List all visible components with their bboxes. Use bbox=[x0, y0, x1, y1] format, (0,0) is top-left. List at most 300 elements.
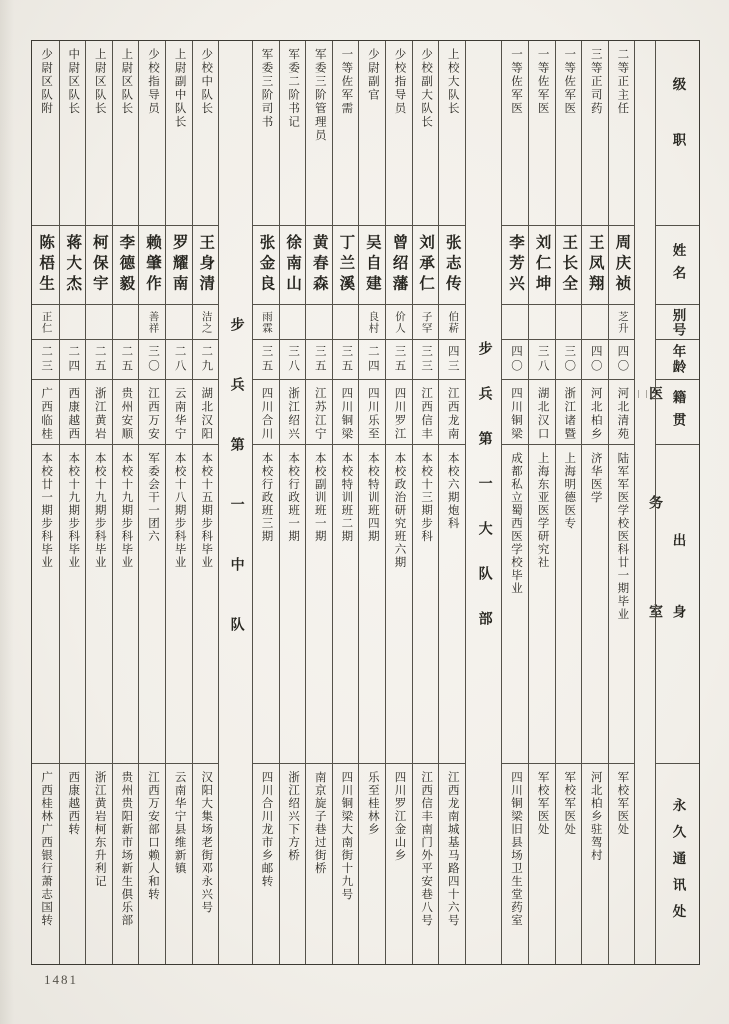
header-label-4 bbox=[656, 380, 699, 445]
cell-native bbox=[166, 380, 192, 445]
cell-native-text: 江西万安 bbox=[147, 387, 160, 442]
cell-name bbox=[582, 226, 608, 306]
cell-age-text: 二九 bbox=[200, 345, 213, 375]
person-column-3 bbox=[555, 41, 582, 964]
cell-origin bbox=[113, 445, 139, 764]
cell-age bbox=[253, 340, 279, 380]
person-column-13 bbox=[279, 41, 306, 964]
cell-hao bbox=[413, 305, 439, 340]
cell-name-text: 刘仁坤 bbox=[533, 234, 551, 296]
cell-age-text: 三八 bbox=[287, 345, 300, 375]
cell-native-text: 广西临桂 bbox=[40, 387, 53, 442]
cell-name bbox=[359, 226, 385, 306]
cell-age-text: 三〇 bbox=[147, 345, 160, 375]
cell-origin-text: 军委会干一团六 bbox=[147, 452, 160, 544]
cell-name bbox=[86, 226, 112, 306]
cell-native bbox=[502, 380, 528, 445]
cell-name bbox=[60, 226, 86, 306]
person-column-18 bbox=[138, 41, 165, 964]
cell-rank-text: 三等正司药 bbox=[589, 48, 602, 116]
cell-name-text: 丁兰溪 bbox=[337, 234, 355, 296]
person-column-22 bbox=[32, 41, 59, 964]
cell-hao bbox=[86, 305, 112, 340]
cell-native-text: 贵州安顺 bbox=[120, 387, 133, 442]
cell-native bbox=[582, 380, 608, 445]
cell-hao bbox=[32, 305, 59, 340]
cell-origin bbox=[439, 445, 465, 764]
person-column-10 bbox=[358, 41, 385, 964]
cell-age bbox=[113, 340, 139, 380]
cell-age-text: 四〇 bbox=[509, 345, 522, 375]
cell-rank-text: 少校指导员 bbox=[393, 48, 406, 116]
person-column-9 bbox=[385, 41, 412, 964]
section-column-inf-1st-battalion-hq bbox=[465, 41, 502, 964]
cell-address-text: 浙江黄岩柯东升利记 bbox=[93, 771, 106, 889]
header-label-2 bbox=[656, 305, 699, 340]
cell-address bbox=[166, 764, 192, 964]
cell-address-text: 乐至桂林乡 bbox=[366, 771, 379, 837]
cell-address-text: 汉阳大集场老街邓永兴号 bbox=[200, 771, 213, 915]
cell-name-text: 王身清 bbox=[197, 234, 215, 296]
cell-address bbox=[86, 764, 112, 964]
header-label-text: 姓名 bbox=[670, 242, 686, 288]
cell-origin-text: 本校政治研究班六期 bbox=[393, 452, 406, 570]
cell-address-text: 四川合川龙市乡邮转 bbox=[260, 771, 273, 889]
cell-age bbox=[359, 340, 385, 380]
cell-origin-text: 济华医学 bbox=[589, 452, 602, 505]
cell-age-text: 三八 bbox=[536, 345, 549, 375]
cell-origin bbox=[86, 445, 112, 764]
cell-native bbox=[306, 380, 332, 445]
cell-age-text: 二八 bbox=[173, 345, 186, 375]
cell-native-text: 四川乐至 bbox=[366, 387, 379, 442]
cell-age bbox=[333, 340, 359, 380]
cell-name-text: 罗耀南 bbox=[170, 234, 188, 296]
section-column-inf-1st-company bbox=[218, 41, 252, 964]
cell-address-text: 军校军医处 bbox=[616, 771, 629, 837]
cell-age bbox=[502, 340, 528, 380]
cell-address bbox=[502, 764, 528, 964]
cell-native-text: 河北清苑 bbox=[616, 387, 629, 442]
cell-rank bbox=[386, 41, 412, 226]
cell-name bbox=[113, 226, 139, 306]
cell-origin bbox=[253, 445, 279, 764]
cell-rank bbox=[113, 41, 139, 226]
cell-hao-text: 良村 bbox=[367, 310, 379, 334]
cell-hao-text: 正仁 bbox=[40, 310, 52, 334]
cell-origin bbox=[32, 445, 59, 764]
cell-name bbox=[529, 226, 555, 306]
cell-rank-text: 中尉区队长 bbox=[67, 48, 80, 116]
cell-origin-text: 本校十九期步科毕业 bbox=[93, 452, 106, 570]
cell-hao bbox=[193, 305, 219, 340]
cell-age-text: 二三 bbox=[40, 345, 53, 375]
cell-rank bbox=[193, 41, 219, 226]
cell-name-text: 柯保宇 bbox=[90, 234, 108, 296]
cell-name-text: 黄春森 bbox=[310, 234, 328, 296]
cell-origin-text: 本校特训班二期 bbox=[340, 452, 353, 544]
cell-rank bbox=[32, 41, 59, 226]
cell-age bbox=[386, 340, 412, 380]
cell-name bbox=[253, 226, 279, 306]
header-label-text: 别号 bbox=[670, 307, 686, 337]
section-label: 步兵第一中队 bbox=[228, 317, 244, 677]
cell-origin bbox=[166, 445, 192, 764]
cell-name-text: 张志传 bbox=[443, 234, 461, 296]
cell-origin-text: 成都私立蜀西医学校毕业 bbox=[509, 452, 522, 596]
cell-origin-text: 本校十八期步科毕业 bbox=[173, 452, 186, 570]
cell-native-text: 云南华宁 bbox=[173, 387, 186, 442]
cell-hao bbox=[253, 305, 279, 340]
cell-native-text: 湖北汉阳 bbox=[200, 387, 213, 442]
cell-hao bbox=[333, 305, 359, 340]
cell-native bbox=[253, 380, 279, 445]
cell-rank bbox=[60, 41, 86, 226]
cell-address bbox=[60, 764, 86, 964]
cell-address-text: 四川铜梁旧县场卫生堂药室 bbox=[509, 771, 522, 928]
cell-name-text: 刘承仁 bbox=[417, 234, 435, 296]
cell-origin bbox=[556, 445, 582, 764]
cell-rank-text: 上尉区队长 bbox=[93, 48, 106, 116]
person-column-5 bbox=[501, 41, 528, 964]
cell-name-text: 李德毅 bbox=[117, 234, 135, 296]
cell-name-text: 陈梧生 bbox=[37, 234, 55, 296]
cell-hao-text: 价人 bbox=[394, 310, 406, 334]
cell-age bbox=[439, 340, 465, 380]
cell-origin-text: 本校行政班一期 bbox=[287, 452, 300, 544]
cell-native bbox=[113, 380, 139, 445]
person-column-7 bbox=[438, 41, 465, 964]
person-column-8 bbox=[412, 41, 439, 964]
cell-rank-text: 上尉副中队长 bbox=[173, 48, 186, 129]
cell-origin bbox=[333, 445, 359, 764]
cell-origin bbox=[359, 445, 385, 764]
cell-origin-text: 本校副训班一期 bbox=[313, 452, 326, 544]
cell-rank-text: 上校大队长 bbox=[446, 48, 459, 116]
cell-age bbox=[556, 340, 582, 380]
cell-address bbox=[386, 764, 412, 964]
cell-name bbox=[386, 226, 412, 306]
person-column-20 bbox=[85, 41, 112, 964]
cell-age-text: 二五 bbox=[120, 345, 133, 375]
cell-age-text: 三五 bbox=[340, 345, 353, 375]
cell-age bbox=[529, 340, 555, 380]
cell-name-text: 曾绍藩 bbox=[390, 234, 408, 296]
cell-rank bbox=[556, 41, 582, 226]
cell-rank-text: 一等佐军需 bbox=[340, 48, 353, 116]
cell-age bbox=[139, 340, 165, 380]
cell-rank-text: 上尉区队长 bbox=[120, 48, 133, 116]
cell-origin bbox=[502, 445, 528, 764]
cell-hao bbox=[529, 305, 555, 340]
cell-hao bbox=[139, 305, 165, 340]
cell-hao bbox=[386, 305, 412, 340]
cell-hao bbox=[556, 305, 582, 340]
cell-name bbox=[32, 226, 59, 306]
cell-name-text: 王长全 bbox=[560, 234, 578, 296]
cell-native-text: 江苏江宁 bbox=[313, 387, 326, 442]
cell-rank-text: 少校副大队长 bbox=[420, 48, 433, 129]
cell-origin-text: 上海东亚医学研究社 bbox=[536, 452, 549, 570]
cell-origin bbox=[529, 445, 555, 764]
cell-name-text: 张金良 bbox=[257, 234, 275, 296]
cell-address bbox=[609, 764, 635, 964]
section-label: 医务室 bbox=[630, 41, 661, 713]
cell-address bbox=[413, 764, 439, 964]
cell-rank bbox=[166, 41, 192, 226]
cell-rank-text: 二等正主任 bbox=[616, 48, 629, 116]
cell-rank-text: 军委三阶司书 bbox=[260, 48, 273, 129]
cell-address bbox=[193, 764, 219, 964]
cell-native bbox=[556, 380, 582, 445]
cell-origin-text: 本校廿一期步科毕业 bbox=[40, 452, 53, 570]
personnel-roster-table bbox=[31, 40, 700, 965]
cell-age bbox=[166, 340, 192, 380]
cell-address bbox=[306, 764, 332, 964]
cell-rank bbox=[333, 41, 359, 226]
cell-native bbox=[439, 380, 465, 445]
cell-name-text: 王凤翔 bbox=[586, 234, 604, 296]
cell-hao bbox=[439, 305, 465, 340]
cell-rank bbox=[582, 41, 608, 226]
cell-native-text: 西康越西 bbox=[67, 387, 80, 442]
cell-origin bbox=[139, 445, 165, 764]
cell-age bbox=[86, 340, 112, 380]
cell-rank bbox=[502, 41, 528, 226]
cell-address-text: 江西万安部口赖人和转 bbox=[147, 771, 160, 902]
header-label-text: 级职 bbox=[670, 77, 686, 189]
cell-origin-text: 陆军军医学校医科廿一期毕业 bbox=[616, 452, 629, 622]
cell-name bbox=[166, 226, 192, 306]
header-label-text: 出身 bbox=[670, 532, 686, 676]
cell-origin-text: 本校十九期步科毕业 bbox=[67, 452, 80, 570]
cell-age-text: 三五 bbox=[260, 345, 273, 375]
cell-name bbox=[280, 226, 306, 306]
cell-name-text: 李芳兴 bbox=[506, 234, 524, 296]
cell-native bbox=[193, 380, 219, 445]
cell-name-text: 蒋大杰 bbox=[64, 234, 82, 296]
cell-rank bbox=[86, 41, 112, 226]
cell-rank-text: 少校指导员 bbox=[147, 48, 160, 116]
cell-address-text: 广西桂林广西银行萧志国转 bbox=[40, 771, 53, 928]
cell-rank-text: 一等佐军医 bbox=[509, 48, 522, 116]
cell-address-text: 四川铜梁大南街十九号 bbox=[340, 771, 353, 902]
header-label-0 bbox=[656, 41, 699, 226]
cell-origin-text: 本校十五期步科毕业 bbox=[200, 452, 213, 570]
cell-address bbox=[113, 764, 139, 964]
header-label-text: 年龄 bbox=[670, 344, 686, 376]
header-label-3 bbox=[656, 340, 699, 380]
cell-age-text: 三三 bbox=[420, 345, 433, 375]
book-gutter-shadow bbox=[0, 0, 14, 1024]
cell-native-text: 河北柏乡 bbox=[589, 387, 602, 442]
cell-rank-text: 少尉副官 bbox=[366, 48, 379, 102]
cell-name bbox=[439, 226, 465, 306]
cell-address bbox=[439, 764, 465, 964]
cell-origin-text: 本校特训班四期 bbox=[366, 452, 379, 544]
cell-native-text: 江西龙南 bbox=[446, 387, 459, 442]
cell-rank-text: 军委二阶书记 bbox=[287, 48, 300, 129]
cell-hao bbox=[280, 305, 306, 340]
cell-address-text: 军校军医处 bbox=[563, 771, 576, 837]
cell-hao-text: 洁之 bbox=[200, 310, 212, 334]
cell-origin-text: 本校六期炮科 bbox=[446, 452, 459, 531]
cell-origin bbox=[60, 445, 86, 764]
cell-hao bbox=[113, 305, 139, 340]
cell-name bbox=[413, 226, 439, 306]
cell-origin bbox=[193, 445, 219, 764]
cell-age-text: 三五 bbox=[313, 345, 326, 375]
cell-native-text: 浙江黄岩 bbox=[93, 387, 106, 442]
cell-age bbox=[413, 340, 439, 380]
cell-name-text: 赖肇作 bbox=[144, 234, 162, 296]
cell-native-text: 四川铜梁 bbox=[509, 387, 522, 442]
header-label-text: 永久通讯处 bbox=[670, 797, 686, 931]
cell-name-text: 徐南山 bbox=[284, 234, 302, 296]
cell-address-text: 南京旋子巷过街桥 bbox=[313, 771, 326, 876]
cell-rank-text: 军委三阶管理员 bbox=[313, 48, 326, 143]
cell-native bbox=[32, 380, 59, 445]
cell-name-text: 周庆祯 bbox=[613, 234, 631, 296]
cell-rank-text: 一等佐军医 bbox=[536, 48, 549, 116]
cell-origin bbox=[280, 445, 306, 764]
cell-address bbox=[32, 764, 59, 964]
cell-origin bbox=[306, 445, 332, 764]
cell-origin-text: 本校行政班三期 bbox=[260, 452, 273, 544]
cell-age bbox=[32, 340, 59, 380]
cell-address bbox=[139, 764, 165, 964]
cell-rank-text: 少尉区队附 bbox=[40, 48, 53, 116]
cell-name bbox=[502, 226, 528, 306]
cell-address bbox=[253, 764, 279, 964]
cell-origin bbox=[386, 445, 412, 764]
cell-native bbox=[280, 380, 306, 445]
cell-address bbox=[556, 764, 582, 964]
section-column-medical-office bbox=[634, 41, 662, 964]
cell-native bbox=[529, 380, 555, 445]
cell-rank bbox=[306, 41, 332, 226]
person-column-17 bbox=[165, 41, 192, 964]
cell-rank bbox=[139, 41, 165, 226]
cell-hao-text: 伯菥 bbox=[447, 310, 459, 334]
cell-native bbox=[333, 380, 359, 445]
cell-name bbox=[193, 226, 219, 306]
cell-native bbox=[60, 380, 86, 445]
cell-origin-text: 本校十九期步科毕业 bbox=[120, 452, 133, 570]
cell-rank-text: 少校中队长 bbox=[200, 48, 213, 116]
person-column-11 bbox=[332, 41, 359, 964]
cell-hao bbox=[359, 305, 385, 340]
cell-address bbox=[280, 764, 306, 964]
cell-native-text: 四川罗江 bbox=[393, 387, 406, 442]
cell-address bbox=[529, 764, 555, 964]
cell-age bbox=[280, 340, 306, 380]
cell-native-text: 四川合川 bbox=[260, 387, 273, 442]
cell-native bbox=[86, 380, 112, 445]
header-label-5 bbox=[656, 445, 699, 764]
cell-address-text: 贵州贵阳新市场新生俱乐部 bbox=[120, 771, 133, 928]
cell-age-text: 二四 bbox=[67, 345, 80, 375]
page-number: 1481 bbox=[44, 972, 78, 987]
person-column-12 bbox=[305, 41, 332, 964]
cell-name bbox=[306, 226, 332, 306]
cell-address-text: 军校军医处 bbox=[536, 771, 549, 837]
cell-rank bbox=[413, 41, 439, 226]
cell-origin bbox=[582, 445, 608, 764]
cell-origin bbox=[413, 445, 439, 764]
cell-rank bbox=[359, 41, 385, 226]
cell-hao bbox=[306, 305, 332, 340]
cell-native-text: 浙江诸暨 bbox=[563, 387, 576, 442]
cell-rank bbox=[280, 41, 306, 226]
cell-hao-text: 善祥 bbox=[147, 310, 159, 334]
cell-address bbox=[359, 764, 385, 964]
cell-age-text: 二四 bbox=[366, 345, 379, 375]
cell-name bbox=[139, 226, 165, 306]
cell-address-text: 浙江绍兴下方桥 bbox=[287, 771, 300, 863]
cell-name bbox=[556, 226, 582, 306]
header-label-6 bbox=[656, 764, 699, 964]
cell-native-text: 湖北汉口 bbox=[536, 387, 549, 442]
cell-age bbox=[60, 340, 86, 380]
cell-age-text: 四〇 bbox=[589, 345, 602, 375]
cell-native bbox=[359, 380, 385, 445]
cell-name bbox=[333, 226, 359, 306]
cell-hao bbox=[582, 305, 608, 340]
cell-hao-text: 雨霖 bbox=[260, 310, 272, 334]
cell-native bbox=[413, 380, 439, 445]
cell-native-text: 江西信丰 bbox=[420, 387, 433, 442]
cell-native-text: 四川铜梁 bbox=[340, 387, 353, 442]
cell-age bbox=[193, 340, 219, 380]
cell-native-text: 浙江绍兴 bbox=[287, 387, 300, 442]
cell-hao-text: 芝升 bbox=[616, 310, 628, 334]
cell-native bbox=[139, 380, 165, 445]
cell-age-text: 四三 bbox=[446, 345, 459, 375]
cell-address bbox=[582, 764, 608, 964]
cell-rank-text: 一等佐军医 bbox=[563, 48, 576, 116]
person-column-2 bbox=[581, 41, 608, 964]
cell-address-text: 河北柏乡驻驾村 bbox=[589, 771, 602, 863]
cell-age bbox=[582, 340, 608, 380]
cell-address-text: 云南华宁县维新镇 bbox=[173, 771, 186, 876]
person-column-16 bbox=[192, 41, 219, 964]
cell-origin-text: 本校十三期步科 bbox=[420, 452, 433, 544]
cell-address-text: 西康越西转 bbox=[67, 771, 80, 837]
cell-name-text: 吴自建 bbox=[363, 234, 381, 296]
cell-hao bbox=[502, 305, 528, 340]
person-column-14 bbox=[252, 41, 279, 964]
cell-address-text: 江西信丰南门外平安巷八号 bbox=[420, 771, 433, 928]
cell-native bbox=[386, 380, 412, 445]
cell-age bbox=[306, 340, 332, 380]
cell-age-text: 三〇 bbox=[563, 345, 576, 375]
cell-rank bbox=[439, 41, 465, 226]
cell-address bbox=[333, 764, 359, 964]
header-label-1 bbox=[656, 226, 699, 306]
cell-origin-text: 上海明德医专 bbox=[563, 452, 576, 531]
cell-rank bbox=[529, 41, 555, 226]
person-column-4 bbox=[528, 41, 555, 964]
cell-age-text: 二五 bbox=[93, 345, 106, 375]
cell-age-text: 四〇 bbox=[616, 345, 629, 375]
cell-address-text: 江西龙南城基马路四十六号 bbox=[446, 771, 459, 928]
cell-address-text: 四川罗江金山乡 bbox=[393, 771, 406, 863]
cell-rank bbox=[253, 41, 279, 226]
cell-hao-text: 子罕 bbox=[420, 310, 432, 334]
section-label: 步兵第一大队部 bbox=[476, 341, 492, 656]
cell-age-text: 三五 bbox=[393, 345, 406, 375]
